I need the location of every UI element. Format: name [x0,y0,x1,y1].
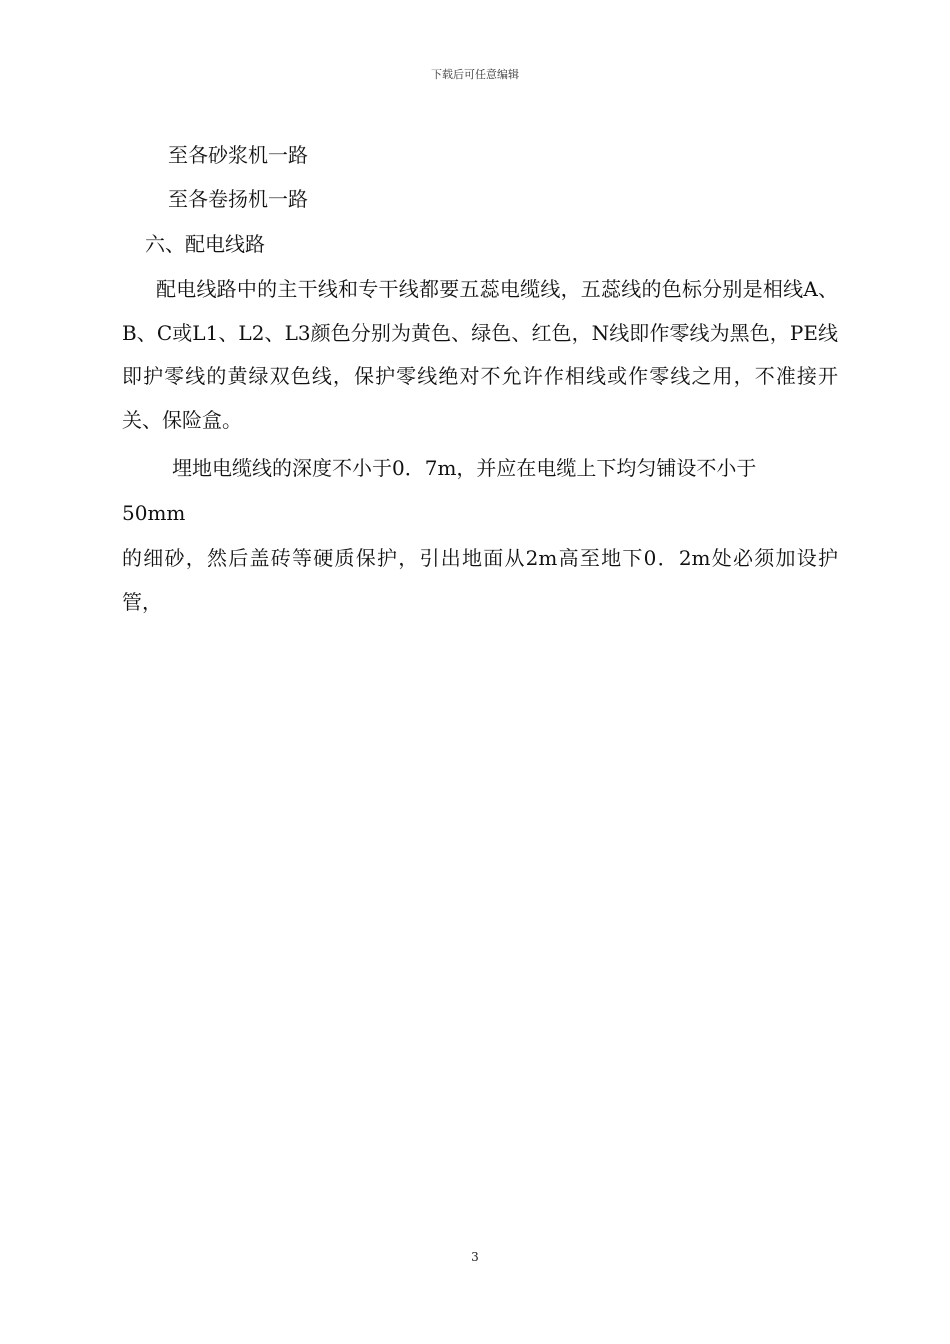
section-heading: 六、配电线路 [145,232,265,256]
paragraph-burial-depth-cont: 50mm [122,501,186,525]
page-header: 下载后可任意编辑 [431,68,519,81]
body-line-mortar-mixer: 至各砂浆机一路 [168,143,308,167]
paragraph-protection: 的细砂，然后盖砖等硬质保护，引出地面从2m高至地下0．2m处必须加设护管， [122,546,838,614]
body-line-hoist: 至各卷扬机一路 [168,187,308,211]
paragraph-wiring-colors: 配电线路中的主干线和专干线都要五蕊电缆线，五蕊线的色标分别是相线A、B、C或L1、L2、L3颜色分别为黄色、绿色、红色，N线即作零线为黑色，PE线即护零线的黄绿双色线，保护零线绝对不允许作相线或作零线之用，不准接开关、保险盒。 [122,277,838,432]
paragraph-burial-depth: 埋地电缆线的深度不小于0．7m，并应在电缆上下均匀铺设不小于 [172,456,757,480]
page-number: 3 [471,1250,479,1264]
